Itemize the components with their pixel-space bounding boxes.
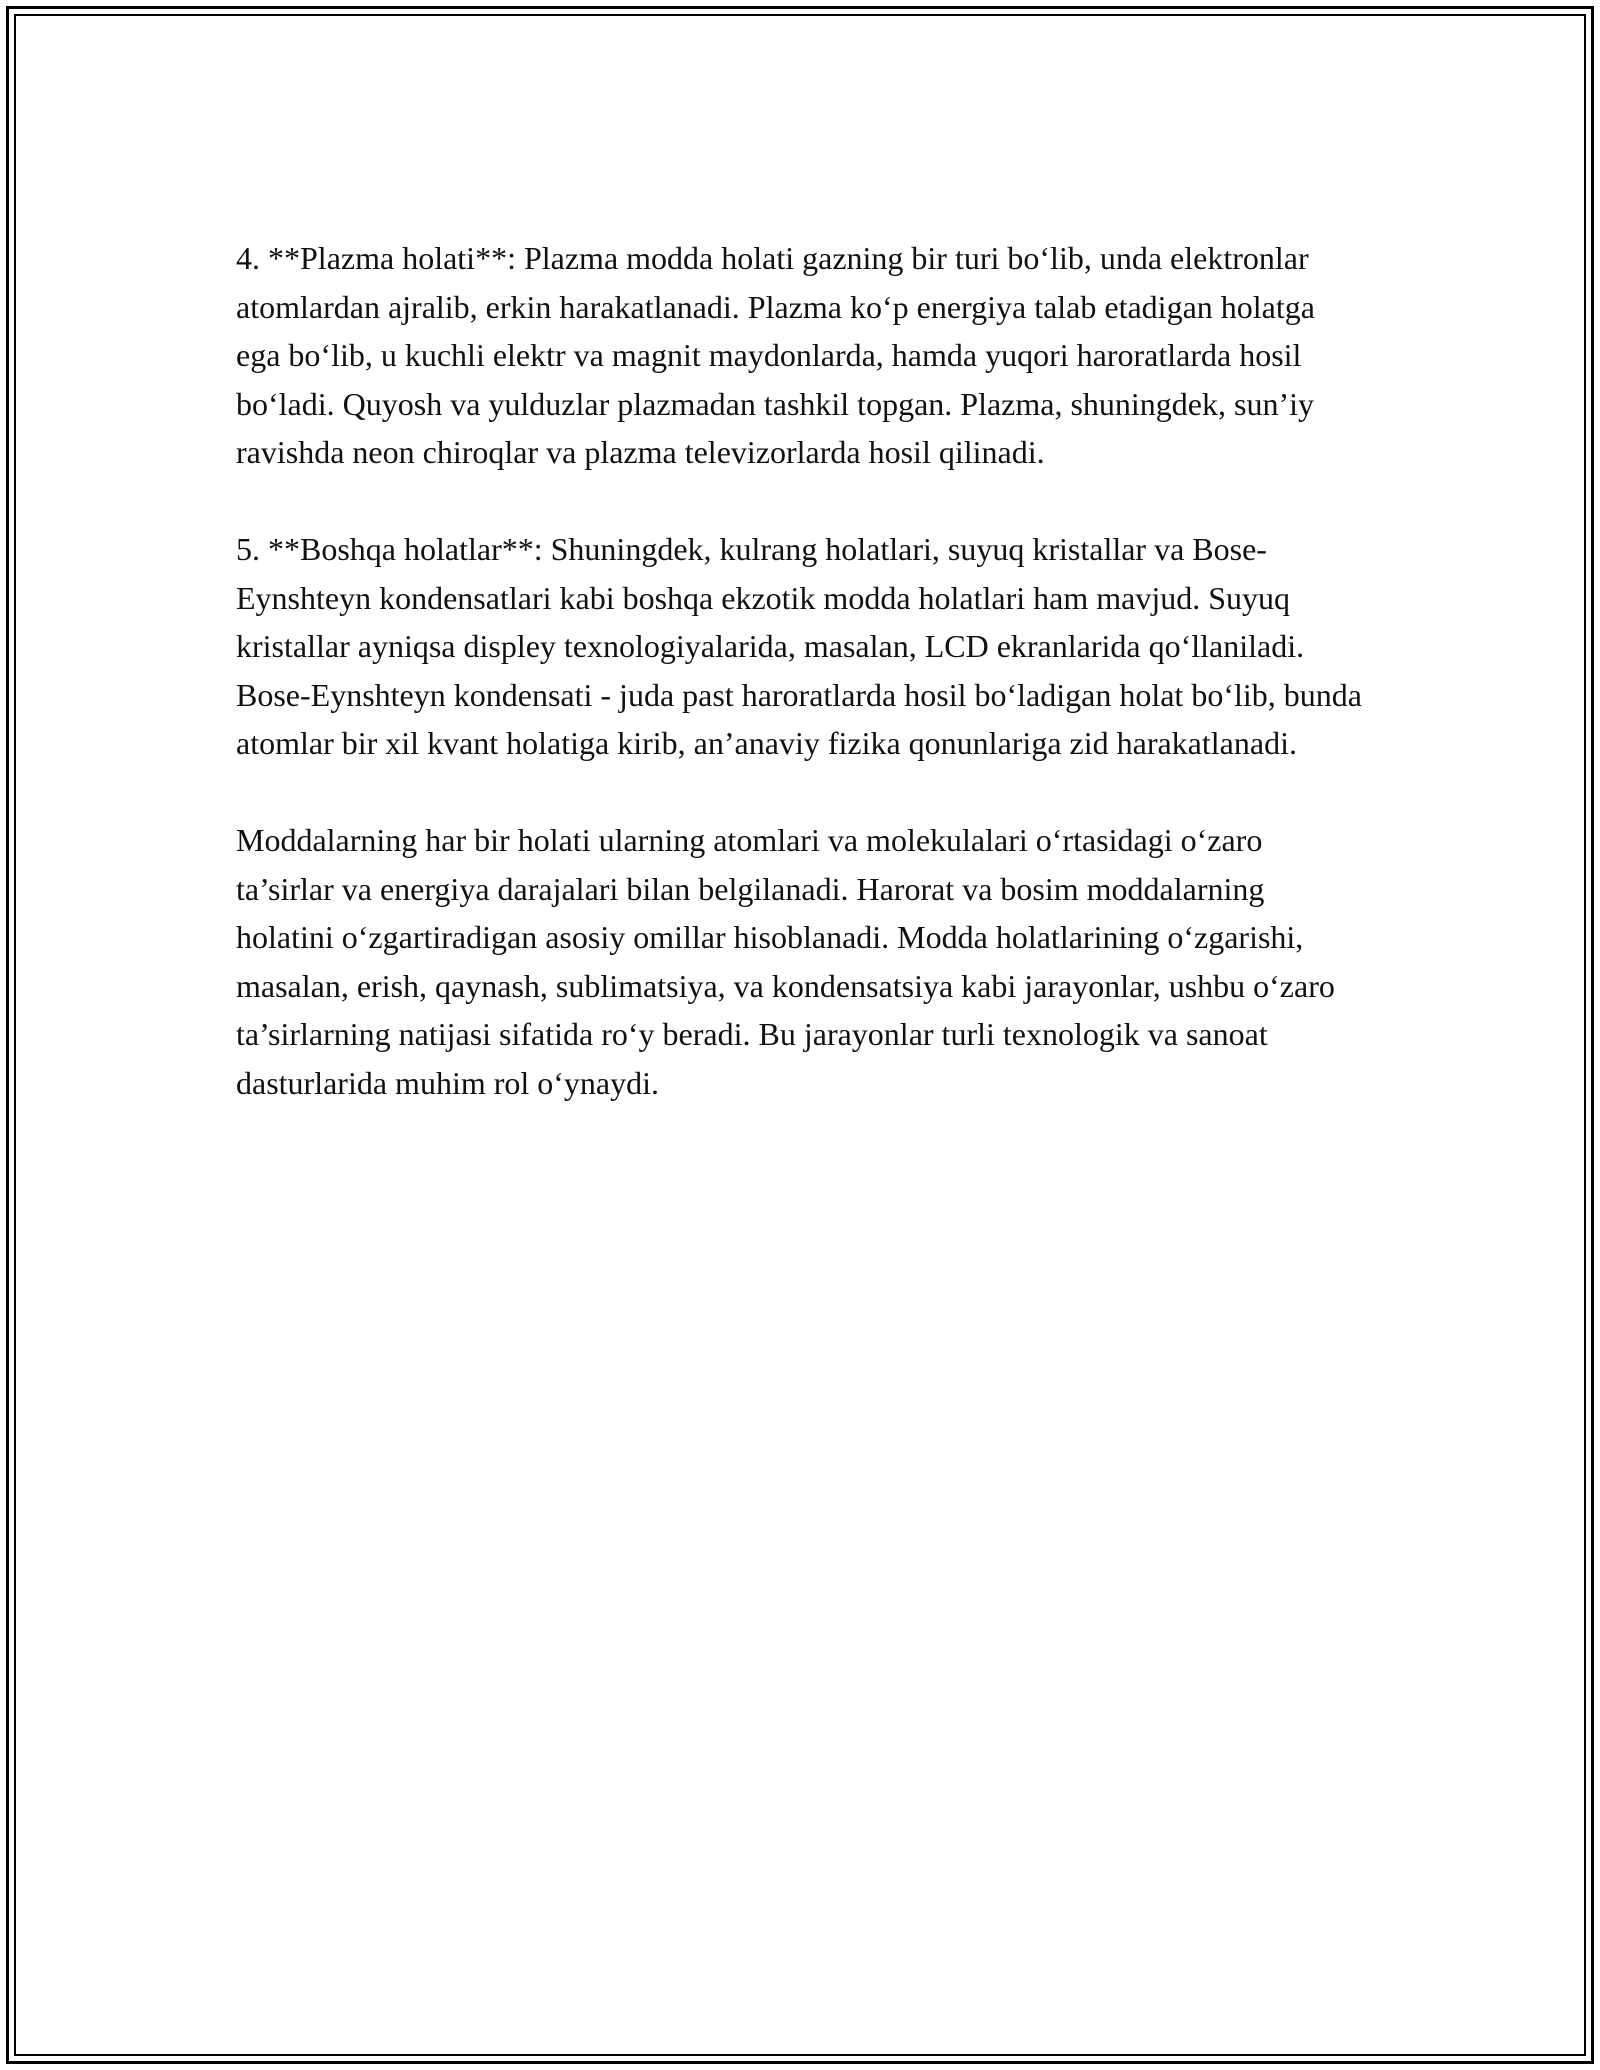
paragraph-summary: Moddalarning har bir holati ularning atomlari va molekulalari o‘rtasidagi o‘zaro ta’sirlar va energiya darajalari bilan belgilanadi. Harorat va bosim moddalarning holatini o‘zgartiradigan asosiy omillar hisoblanadi. Modda holatlarining o‘zgarishi, masalan, erish, qaynash, sublimatsiya, va kondensatsiya kabi jarayonlar, ushbu o‘zaro ta’sirlarning natijasi sifatida ro‘y beradi. Bu jarayonlar turli texnologik va sanoat dasturlarida muhim rol o‘ynaydi. bbox=[236, 822, 1335, 1101]
paragraph-plasma-state: 4. **Plazma holati**: Plazma modda holati gazning bir turi bo‘lib, unda elektronlar atomlardan ajralib, erkin harakatlanadi. Plazma ko‘p energiya talab etadigan holatga ega bo‘lib, u kuchli elektr va magnit maydonlarda, hamda yuqori haroratlarda hosil bo‘ladi. Quyosh va yulduzlar plazmadan tashkil topgan. Plazma, shuningdek, sun’iy ravishda neon chiroqlar va plazma televizorlarda hosil qilinadi. bbox=[236, 240, 1315, 470]
document-body bbox=[236, 234, 1366, 1156]
paragraph-other-states: 5. **Boshqa holatlar**: Shuningdek, kulrang holatlari, suyuq kristallar va Bose-Eynshteyn kondensatlari kabi boshqa ekzotik modda holatlari ham mavjud. Suyuq kristallar ayniqsa displey texnologiyalarida, masalan, LCD ekranlarida qo‘llaniladi. Bose-Eynshteyn kondensati - juda past haroratlarda hosil bo‘ladigan holat bo‘lib, bunda atomlar bir xil kvant holatiga kirib, an’anaviy fizika qonunlariga zid harakatlanadi. bbox=[236, 531, 1362, 761]
